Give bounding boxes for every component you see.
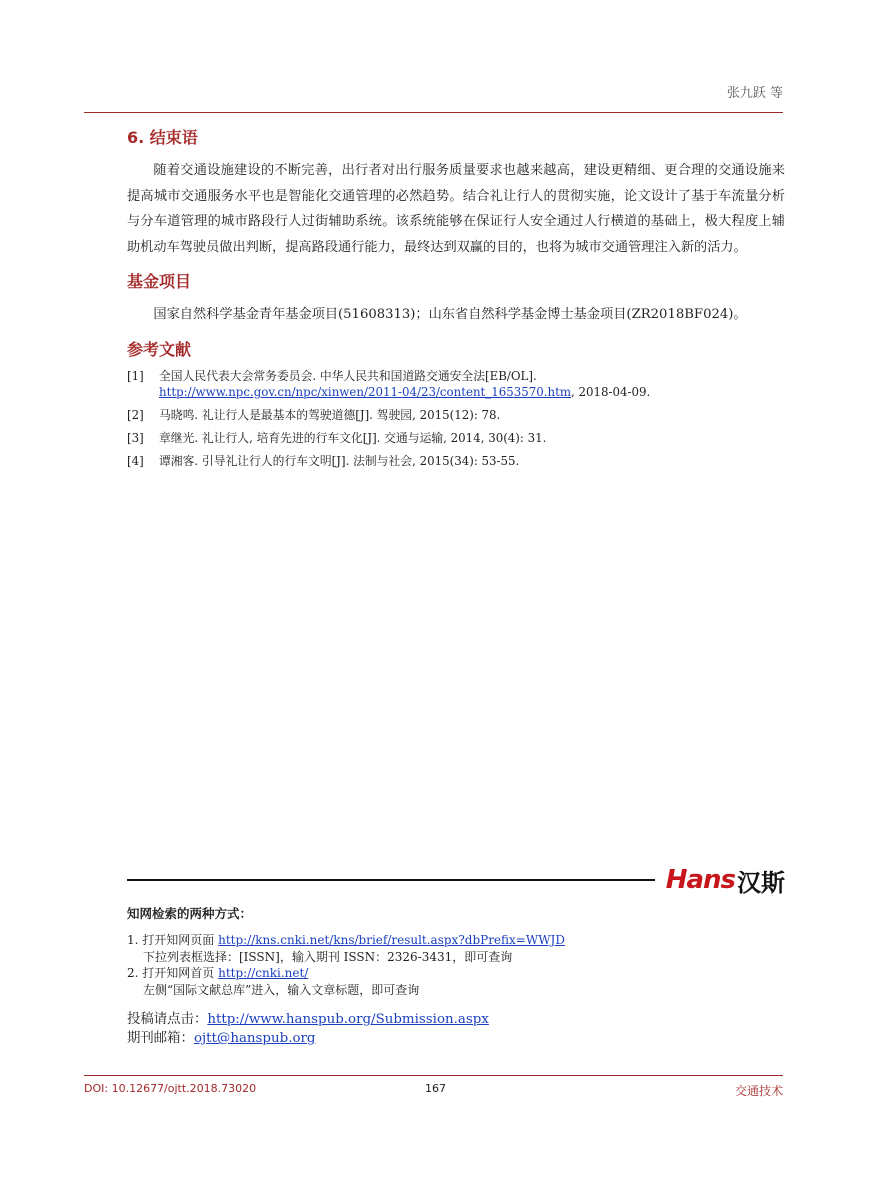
running-header-author: 张九跃 等	[726, 86, 783, 101]
hans-logo-latin: Hans	[665, 865, 735, 895]
conclusion-heading: 6. 结束语	[127, 128, 198, 147]
reference-text: 章继光. 礼让行人, 培育先进的行车文化[J]. 交通与运输, 2014, 30(4): 31.	[159, 430, 547, 445]
reference-list	[127, 368, 785, 469]
page-number: 167	[425, 1082, 446, 1095]
reference-text: 谭湘客. 引导礼让行人的行车文明[J]. 法制与社会, 2015(34): 53-55.	[159, 453, 520, 468]
header-divider	[84, 112, 783, 113]
reference-item	[127, 453, 785, 469]
cnki-method-1	[127, 932, 565, 949]
reference-link[interactable]: http://www.npc.gov.cn/npc/xinwen/2011-04/23/content_1653570.htm	[159, 384, 572, 399]
footer-divider	[84, 1075, 783, 1076]
submission-label: 投稿请点击：	[127, 1012, 208, 1027]
references-heading: 参考文献	[127, 339, 192, 359]
journal-email-link[interactable]: ojtt@hanspub.org	[193, 1031, 316, 1046]
main-content	[127, 124, 785, 476]
funding-heading: 基金项目	[127, 272, 192, 292]
email-label: 期刊邮箱：	[127, 1031, 194, 1046]
reference-suffix: , 2018-04-09.	[571, 384, 651, 399]
reference-item	[127, 368, 785, 400]
reference-item	[127, 430, 785, 446]
reference-number: [3]	[127, 430, 144, 445]
logo-divider	[127, 879, 655, 881]
submission-link[interactable]: http://www.hanspub.org/Submission.aspx	[207, 1012, 489, 1027]
cnki-method-1-detail: 下拉列表框选择：[ISSN]，输入期刊 ISSN：2326-3431，即可查询	[143, 949, 513, 964]
cnki-method-2-label: 2. 打开知网首页	[127, 966, 219, 980]
submission-info	[127, 1010, 489, 1048]
conclusion-paragraph: 随着交通设施建设的不断完善，出行者对出行服务质量要求也越来越高，建设更精细、更合理的交通设施来提高城市交通服务水平也是智能化交通管理的必然趋势。结合礼让行人的贯彻实施，论文设计了基于车流量分析与分车道管理的城市路段行人过街辅助系统。该系统能够在保证行人安全通过人行横道的基础上，极大程度上辅助机动车驾驶员做出判断，提高路段通行能力，最终达到双赢的目的，也将为城市交通管理注入新的活力。	[127, 163, 785, 255]
footer-journal-name: 交通技术	[734, 1084, 783, 1098]
hans-logo	[666, 862, 785, 898]
funding-paragraph: 国家自然科学基金青年基金项目(51608313)；山东省自然科学基金博士基金项目(ZR2018BF024)。	[153, 307, 747, 323]
reference-text: 马晓鸣. 礼让行人是最基本的驾驶道德[J]. 驾驶园, 2015(12): 78.	[159, 407, 501, 422]
cnki-search-link[interactable]: http://kns.cnki.net/kns/brief/result.aspx?dbPrefix=WWJD	[218, 933, 565, 947]
cnki-search-list	[127, 932, 565, 998]
reference-number: [2]	[127, 407, 144, 422]
reference-number: [1]	[127, 368, 144, 383]
reference-text	[159, 368, 785, 400]
cnki-search-title: 知网检索的两种方式：	[127, 906, 253, 921]
cnki-method-2-detail: 左侧“国际文献总库”进入，输入文章标题，即可查询	[143, 982, 420, 997]
reference-item	[127, 407, 785, 423]
email-line	[127, 1029, 489, 1048]
cnki-method-1-label: 1. 打开知网页面	[127, 933, 219, 947]
submission-line	[127, 1010, 489, 1029]
reference-citation: 全国人民代表大会常务委员会. 中华人民共和国道路交通安全法[EB/OL].	[159, 368, 537, 383]
cnki-home-link[interactable]: http://cnki.net/	[218, 966, 309, 980]
footer-doi: DOI: 10.12677/ojtt.2018.73020	[84, 1082, 257, 1095]
reference-number: [4]	[127, 453, 144, 468]
hans-logo-chinese: 汉斯	[737, 868, 785, 897]
cnki-method-2	[127, 965, 565, 982]
